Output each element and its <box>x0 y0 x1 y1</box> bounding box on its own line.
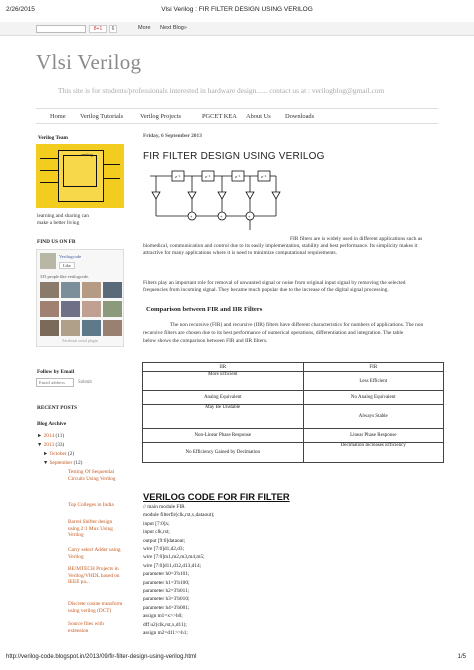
code-line: parameter h3=3'b010; <box>143 596 190 603</box>
tab-downloads[interactable]: Downloads <box>285 113 315 120</box>
gplus-button[interactable]: 8+1 <box>89 25 107 33</box>
archive-label[interactable]: 2013 <box>43 442 55 448</box>
code-line: assign m2=d11>>h1; <box>143 630 188 637</box>
page-tabs <box>36 108 438 124</box>
post-paragraph-1c: attractive for many applications where it is need to minimize computational requirements. <box>143 250 337 256</box>
table-cell: Analog Equivalent <box>143 391 304 405</box>
logo-label: verilog <box>81 152 93 157</box>
archive-post-link[interactable]: Carry select Adder using Verilog <box>68 547 121 560</box>
fb-page-name[interactable]: Verilogcode <box>59 254 82 259</box>
code-line: module filterfir(clk,rst,x,dataout); <box>143 512 215 519</box>
code-line: // main module FIR <box>143 504 185 510</box>
archive-heading: Blog Archive <box>37 421 67 427</box>
archive-post-link[interactable]: Top Colleges in India <box>68 502 114 508</box>
print-title: Vlsi Verilog : FIR FILTER DESIGN USING VERILOG <box>161 6 313 13</box>
archive-label[interactable]: October <box>49 451 67 457</box>
post-paragraph-2a: Filters play an important role for removal of unwanted signal or noise from original input signal by removing the selected <box>143 280 406 286</box>
table-cell: May Be Unstable <box>143 405 304 429</box>
archive-month-september[interactable] <box>43 460 82 466</box>
archive-post-link[interactable]: BE/MTECH Projects in Verilog/VHDL based on IEEE pa... <box>68 566 120 586</box>
svg-text:z⁻¹: z⁻¹ <box>235 174 241 179</box>
expanded-arrow-icon[interactable]: ▼ <box>43 460 49 466</box>
comparison-heading: Comparison between FIR and IIR Filters <box>146 306 263 313</box>
tab-verilog-tutorials[interactable]: Verilog Tutorials <box>80 113 124 120</box>
blog-title[interactable]: Vlsi Verilog <box>36 50 142 74</box>
table-row <box>143 391 444 405</box>
navbar-more-link[interactable]: More <box>138 25 151 31</box>
code-line: parameter h1=3'b100; <box>143 579 190 586</box>
tab-pgcet-kea[interactable]: PGCET KEA <box>202 113 237 120</box>
table-cell: Linear Phase Response <box>303 429 443 443</box>
svg-text:z⁻¹: z⁻¹ <box>175 174 181 179</box>
verilog-code-block <box>143 503 215 638</box>
table-header: FIR <box>303 363 443 372</box>
fb-page-avatar <box>40 253 56 269</box>
post-paragraph-3c: below shows the comparison between FIR and IIR filters. <box>143 338 268 344</box>
tab-home[interactable]: Home <box>50 113 66 120</box>
tab-about-us[interactable]: About Us <box>246 113 271 120</box>
code-line: dff u2(clk,rst,x,d11); <box>143 621 187 628</box>
post-title[interactable]: FIR FILTER DESIGN USING VERILOG <box>143 151 325 162</box>
archive-label[interactable]: September <box>49 460 73 466</box>
navbar-next-blog-link[interactable]: Next Blog» <box>160 25 187 31</box>
code-line: input [7:0]x; <box>143 520 170 527</box>
collapsed-arrow-icon[interactable]: ► <box>43 451 49 457</box>
fb-plugin-note: Facebook social plugin <box>62 339 98 343</box>
post-paragraph-3a: The non recursive (FIR) and recursive (IIR) filters have different characteristics for numbers of applications. The non <box>170 322 424 328</box>
archive-post-link[interactable]: Testing Of Sequential Circuits Using Verilog <box>68 469 116 482</box>
post-paragraph-2b: frequencies from incoming signal. They became much popular due to the increase of the digital signal processing. <box>143 287 389 293</box>
archive-post-link[interactable]: Discrete cosine transform using verilog (DCT) <box>68 601 123 614</box>
table-cell: More Efficient <box>143 372 304 391</box>
table-header-row <box>143 363 444 372</box>
archive-post-link[interactable]: Barrel Shifter design using 2:1 Mux Using Verilog <box>68 519 113 539</box>
svg-text:z⁻¹: z⁻¹ <box>261 174 267 179</box>
fb-widget <box>36 249 124 347</box>
code-line: wire [7:0]d11,d12,d13,d14; <box>143 562 202 569</box>
navbar-search-input[interactable] <box>36 25 86 33</box>
code-line: parameter h2=3'b011; <box>143 588 190 595</box>
post-date: Friday, 6 September 2013 <box>143 133 202 139</box>
code-line: input clk,rst; <box>143 529 170 536</box>
print-header <box>0 6 474 18</box>
code-line: parameter h4=3'b001; <box>143 604 190 611</box>
recent-posts-heading: RECENT POSTS <box>37 405 78 411</box>
table-cell: Always Stable <box>303 405 443 429</box>
code-line: assign m1=x>>h0; <box>143 613 183 620</box>
archive-month-october[interactable] <box>43 451 74 457</box>
table-cell: Non-Linear Phase Response <box>143 429 304 443</box>
blog-description: This site is for students/professionals interested in hardware design...... contact us at : verilogblog@gmail.com <box>58 86 385 95</box>
svg-text:+: + <box>190 214 193 219</box>
table-row <box>143 405 444 429</box>
archive-year-2013[interactable] <box>37 442 64 448</box>
post-paragraph-1b: biomedical, communication and control due to its easily implementation, stability and best performance. Its simplicity makes it <box>143 243 418 249</box>
table-cell: No Analog Equivalent <box>303 391 443 405</box>
collapsed-arrow-icon[interactable]: ► <box>37 433 43 439</box>
table-row <box>143 429 444 443</box>
table-cell: Decimation Increases Efficiency <box>303 443 443 463</box>
email-submit-button[interactable]: Submit <box>78 380 92 385</box>
archive-year-2014[interactable] <box>37 433 64 439</box>
verilog-logo-image <box>36 144 124 208</box>
archive-count: (33) <box>55 442 65 448</box>
table-row <box>143 372 444 391</box>
follow-heading: Follow by Email <box>37 369 75 375</box>
fb-like-button[interactable]: Like <box>59 262 75 269</box>
team-heading: Verilog Team <box>38 135 68 141</box>
code-line: wire [7:0]m1,m2,m3,m4,m5; <box>143 554 205 561</box>
archive-count: (11) <box>55 433 65 439</box>
svg-text:+: + <box>248 214 251 219</box>
svg-text:+: + <box>220 214 223 219</box>
code-line: output [9:0]dataout; <box>143 537 186 544</box>
table-row <box>143 443 444 463</box>
table-cell: Less Efficient <box>303 372 443 391</box>
archive-count: (2) <box>67 451 75 457</box>
fb-heading: FIND US ON FB <box>37 239 76 245</box>
gplus-count: 6 <box>109 25 117 33</box>
fb-like-count: 335 people like verilogcode. <box>40 274 89 279</box>
code-line: wire [7:0]d1,d2,d3; <box>143 546 185 553</box>
team-caption-2: make a better living <box>37 220 80 226</box>
table-cell: No Efficiency Gained by Decimation <box>143 443 304 463</box>
svg-text:z⁻¹: z⁻¹ <box>205 174 211 179</box>
code-line: parameter h0=3'b101; <box>143 571 190 578</box>
expanded-arrow-icon[interactable]: ▼ <box>37 442 43 448</box>
archive-count: (12) <box>73 460 83 466</box>
print-date: 2/26/2015 <box>6 6 35 13</box>
archive-post-link[interactable]: Source files with extension <box>68 621 104 634</box>
blogger-navbar <box>0 22 474 36</box>
table-header: IIR <box>143 363 304 372</box>
archive-label[interactable]: 2014 <box>43 433 55 439</box>
comparison-table <box>142 362 444 463</box>
email-input[interactable]: Email address <box>36 378 74 387</box>
print-url: http://verilog-code.blogspot.in/2013/09/fir-filter-design-using-verilog.html <box>6 654 197 660</box>
team-caption-1: learning and sharing can <box>37 213 89 219</box>
post-paragraph-1a: FIR filters are is widely used in different applications such as <box>290 236 423 242</box>
print-page-number: 1/5 <box>457 654 466 660</box>
post-paragraph-3b: recursive filters are chosen due to its best performance of numerical operations, differentiation and integration. The table <box>143 330 404 336</box>
fir-filter-diagram <box>146 166 284 234</box>
tab-verilog-projects[interactable]: Verilog Projects <box>140 113 181 120</box>
code-heading: VERILOG CODE FOR FIR FILTER <box>143 491 290 502</box>
fb-fan-photos <box>40 282 122 338</box>
